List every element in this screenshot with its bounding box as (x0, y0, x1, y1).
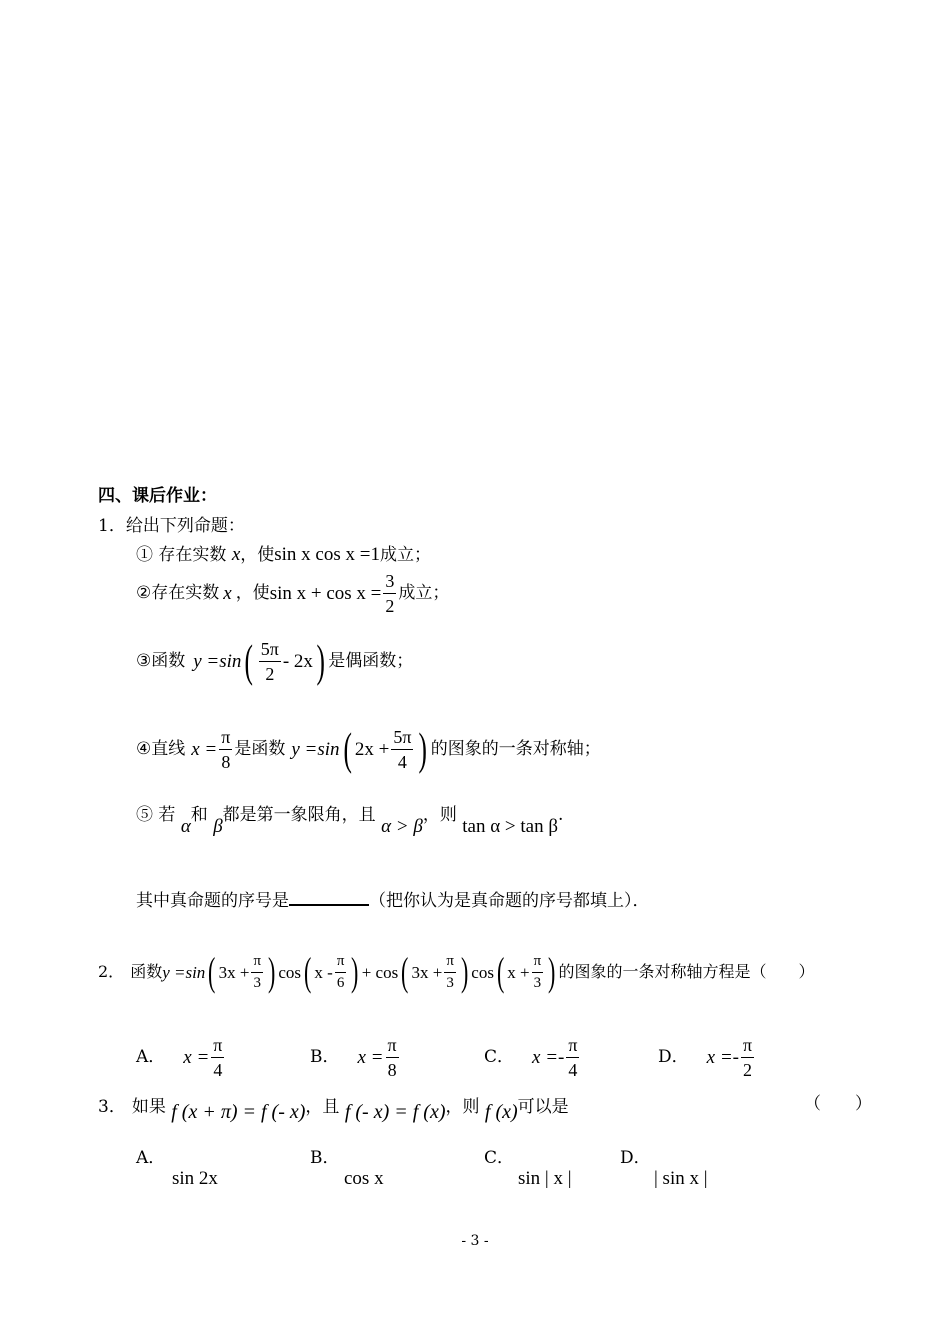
page-number: - 3 - (461, 1233, 489, 1249)
q2-t3: 3x + (411, 962, 443, 982)
q2-frac-2 (335, 954, 347, 991)
q1-number: 1． (98, 516, 126, 536)
p5-text-d: . (558, 805, 564, 825)
q3-option-d-expr: | sin x | (654, 1168, 708, 1189)
p3-mark: ③ (136, 650, 152, 671)
q2-paren-1r: ) (268, 949, 276, 994)
q3-option-a[interactable] (136, 1150, 218, 1188)
p2-text-a: 存在实数 (151, 583, 220, 603)
p1-text-b: ，使 (240, 545, 275, 565)
q2-frac3-num: π (444, 954, 456, 973)
q1-proposition-4 (136, 723, 601, 774)
p3-fraction (259, 640, 281, 683)
q3-option-c[interactable] (484, 1150, 572, 1188)
q3-text-b: ，且 (305, 1097, 340, 1117)
p1-text-a: 存在实数 (153, 545, 227, 565)
p2-frac-num: 3 (383, 572, 396, 594)
p2-math: sin x + cos x = (269, 583, 382, 604)
p3-frac-den: 2 (265, 663, 275, 684)
q2-option-c-num: π (566, 1036, 579, 1058)
q1-fill-line (136, 890, 650, 910)
q2-stem: 函数 (130, 962, 163, 981)
p2-text-b: ，使 (235, 583, 270, 603)
q3-text-c: ，则 (445, 1097, 480, 1117)
q2-option-a-lhs: x = (183, 1047, 210, 1068)
p1-var: x (231, 544, 241, 565)
q2-frac1-num: π (251, 954, 263, 973)
p4-right-paren: ) (418, 723, 428, 774)
p4-inner: 2x + (354, 738, 390, 760)
p4-fn: y =sin (291, 738, 340, 760)
p4-text-a: 直线 (151, 738, 186, 759)
p2-fraction (383, 572, 396, 615)
p3-frac-num: 5π (259, 640, 281, 662)
q2-number: 2． (98, 962, 125, 981)
p3-text-a: 函数 (151, 650, 186, 671)
p2-frac-den: 2 (385, 596, 395, 616)
p4-fraction (219, 728, 232, 771)
p5-text-c: ，则 (422, 805, 457, 825)
p5-text-a: 若 (153, 805, 176, 825)
q3-option-b-label: B． (310, 1148, 340, 1168)
q2-plus-cos: + cos (361, 962, 399, 982)
q2-option-b[interactable] (310, 1036, 401, 1079)
p5-and: 和 (190, 805, 208, 825)
answer-blank[interactable] (289, 890, 369, 906)
q2-frac1-den: 3 (253, 974, 262, 991)
q2-t2: x - (314, 962, 333, 982)
q2-option-d-frac (741, 1036, 754, 1079)
p2-text-c: 成立； (398, 583, 450, 603)
q2-paren-2r: ) (351, 949, 359, 994)
q2-cos1: cos (278, 962, 302, 982)
q3-option-a-label: A． (136, 1148, 166, 1168)
q2-option-a[interactable] (136, 1036, 226, 1079)
p4-frac-den: 8 (221, 751, 231, 772)
q2-frac-3 (444, 954, 456, 991)
q3-option-d-label: D． (620, 1148, 651, 1168)
q1-fill-a: 其中真命题的序号是 (136, 891, 289, 911)
q2-option-b-den: 8 (387, 1060, 397, 1080)
q2-paren-1l: ( (208, 949, 216, 994)
p3-rest: - 2x (282, 650, 313, 672)
q2-frac-4 (532, 954, 544, 991)
q2-option-d-lhs: x =- (706, 1047, 739, 1068)
q2-option-c[interactable] (484, 1036, 581, 1079)
q2-frac2-den: 6 (336, 974, 345, 991)
q2-option-d-num: π (741, 1036, 754, 1058)
q3-option-b-expr: cos x (344, 1168, 384, 1189)
q3-math-3: f (x) (484, 1101, 518, 1123)
p5-compare: α > β (381, 816, 423, 837)
q2-option-a-num: π (211, 1036, 224, 1058)
q1-fill-b: （把你认为是真命题的序号都填上）． (369, 891, 650, 911)
q2-frac2-num: π (335, 954, 347, 973)
p4-mark: ④ (136, 738, 152, 759)
p4-fraction-2 (391, 728, 413, 771)
p4-text-c: 的图象的一条对称轴； (430, 738, 601, 759)
q2-option-b-frac (386, 1036, 399, 1079)
q2-option-a-label: A． (136, 1047, 166, 1067)
p2-mark: ② (136, 583, 152, 603)
q2-option-b-label: B． (310, 1047, 340, 1067)
q2-cos2: cos (471, 962, 494, 982)
p5-tan: tan α > tan β (462, 816, 559, 837)
p1-text-c: 成立； (379, 545, 431, 565)
q2-option-c-frac (566, 1036, 579, 1079)
q2-option-d-den: 2 (743, 1060, 753, 1080)
q2-option-c-label: C． (484, 1047, 515, 1067)
q1-proposition-5 (136, 805, 564, 837)
p4-left-paren: ( (342, 723, 352, 774)
p5-text-b: 都是第一象限角，且 (222, 805, 376, 825)
q2-paren-3l: ( (401, 949, 409, 994)
q2-paren-3r: ) (460, 949, 469, 994)
p5-mark: ⑤ (136, 805, 153, 825)
q3-stem-line (98, 1096, 569, 1123)
q2-option-d[interactable] (658, 1036, 756, 1079)
q2-option-b-num: π (386, 1036, 399, 1058)
q1-proposition-3 (136, 635, 414, 686)
q2-option-c-lhs: x =- (532, 1047, 565, 1068)
q2-tail: 的图象的一条对称轴方程是（ ） (558, 962, 815, 981)
q2-frac3-den: 3 (446, 974, 454, 991)
p3-left-paren: ( (244, 635, 254, 686)
q2-paren-4r: ) (548, 949, 556, 994)
q2-frac4-num: π (532, 954, 544, 973)
q3-math-1: f (x + π) = f (- x) (171, 1101, 306, 1123)
section-title: 四、课后作业： (98, 486, 217, 506)
q2-paren-2l: ( (304, 949, 312, 994)
q3-text-a: 如果 (131, 1097, 166, 1117)
q2-t4: x + (507, 962, 530, 982)
p4-frac-num: π (219, 728, 232, 750)
q3-text-d: 可以是 (517, 1097, 569, 1117)
q3-option-c-label: C． (484, 1148, 515, 1168)
p2-var: x (223, 583, 232, 604)
p3-right-paren: ) (316, 635, 325, 686)
q3-number: 3． (98, 1097, 126, 1117)
q3-option-b[interactable] (310, 1150, 384, 1188)
p3-text-c: 是偶函数； (328, 650, 414, 671)
p4-frac2-den: 4 (397, 751, 407, 772)
p4-text-b: 是函数 (234, 738, 286, 759)
q2-paren-4l: ( (496, 949, 505, 994)
p5-alpha: α (180, 816, 191, 837)
q3-math-2: f (- x) = f (x) (344, 1101, 446, 1123)
p1-math: sin x cos x =1 (274, 544, 380, 565)
q3-option-a-expr: sin 2x (172, 1168, 218, 1189)
q2-option-a-den: 4 (213, 1060, 223, 1080)
p5-beta: β (213, 816, 223, 837)
q3-option-d[interactable] (620, 1150, 708, 1188)
q1-stem-line (98, 518, 245, 535)
q1-proposition-1 (136, 545, 431, 564)
q2-option-d-label: D． (658, 1047, 689, 1067)
p1-mark: ① (136, 545, 153, 565)
q2-fn: y =sin (162, 962, 206, 982)
q1-proposition-2 (136, 572, 449, 615)
q2-frac-1 (251, 954, 263, 991)
p4-lhs: x = (191, 738, 218, 760)
q2-frac4-den: 3 (533, 974, 542, 991)
p3-lhs: y =sin (193, 650, 242, 672)
q2-option-c-den: 4 (568, 1060, 578, 1080)
q2-option-b-lhs: x = (357, 1047, 384, 1068)
q2-t1: 3x + (218, 962, 250, 982)
q2-option-a-frac (211, 1036, 224, 1079)
p4-frac2-num: 5π (391, 728, 413, 750)
q3-answer-paren: （ ） (804, 1094, 872, 1114)
q3-option-c-expr: sin | x | (518, 1168, 572, 1189)
q2-stem-line (98, 949, 815, 994)
q1-stem: 给出下列命题： (125, 516, 245, 536)
